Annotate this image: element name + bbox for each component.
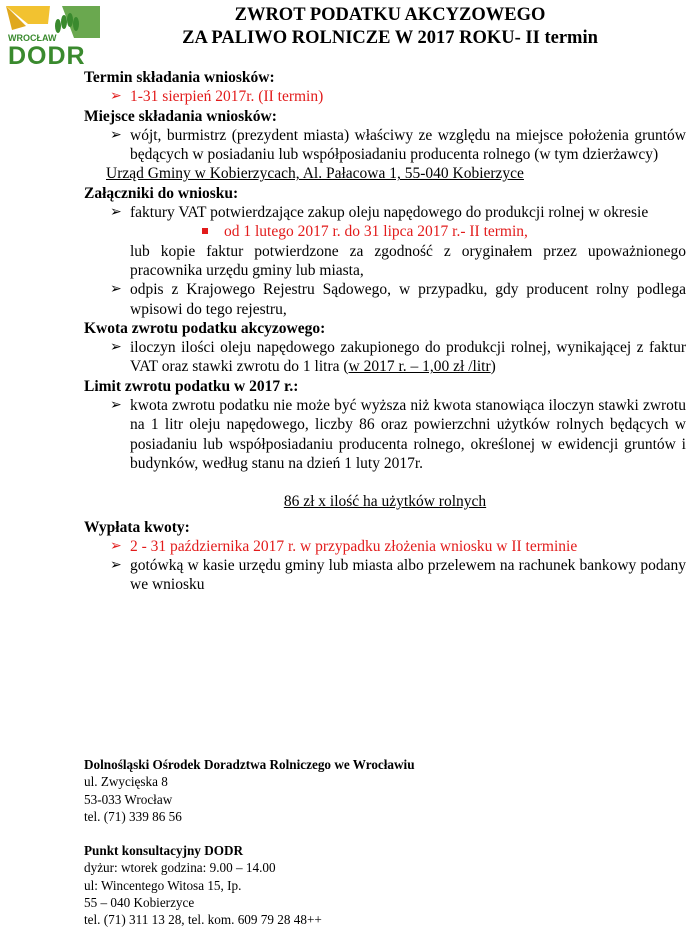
consultation-point-name: Punkt konsultacyjny DODR xyxy=(84,843,244,859)
faktury-continuation: lub kopie faktur potwierdzone za zgodność z oryginałem przez upoważnionego pracownika urzędu gminy lub miasta, xyxy=(130,242,686,279)
svg-text:DODR: DODR xyxy=(8,42,86,68)
heading-wyplata: Wypłata kwoty: xyxy=(84,518,190,536)
sub-item-okres: od 1 lutego 2017 r. do 31 lipca 2017 r.- II termin, xyxy=(84,222,686,241)
title-line-1: ZWROT PODATKU AKCYZOWEGO xyxy=(234,5,546,25)
document-body xyxy=(84,68,686,595)
org-street: ul. Zwycięska 8 xyxy=(84,774,168,790)
heading-zalaczniki: Załączniki do wniosku: xyxy=(84,184,239,202)
heading-miejsce: Miejsce składania wniosków: xyxy=(84,107,277,125)
arrow-bullet-icon: ➢ xyxy=(110,89,122,105)
consultation-city: 55 – 040 Kobierzyce xyxy=(84,895,195,911)
list-item-faktury: ➢ faktury VAT potwierdzające zakup oleju napędowego do produkcji rolnej w okresie xyxy=(110,204,649,222)
heading-limit: Limit zwrotu podatku w 2017 r.: xyxy=(84,377,299,395)
svg-text:WROCŁAW: WROCŁAW xyxy=(8,33,57,43)
contact-footer xyxy=(84,756,644,929)
arrow-bullet-icon: ➢ xyxy=(110,127,122,143)
arrow-bullet-icon: ➢ xyxy=(110,558,122,574)
heading-kwota: Kwota zwrotu podatku akcyzowego: xyxy=(84,319,326,337)
arrow-bullet-icon: ➢ xyxy=(110,205,122,221)
consultation-hours: dyżur: wtorek godzina: 9.00 – 14.00 xyxy=(84,860,276,876)
dodr-logo-graphic xyxy=(4,4,102,68)
arrow-bullet-icon: ➢ xyxy=(110,340,122,356)
list-item-kwota: ➢ iloczyn ilości oleju napędowego zakupionego do produkcji rolnej, wynikającej z faktur VAT oraz stawki zwrotu do 1 litra (w 2017 r. – 1,00 zł /litr) xyxy=(110,339,686,376)
org-phone: tel. (71) 339 86 56 xyxy=(84,808,182,824)
arrow-bullet-icon: ➢ xyxy=(110,538,122,554)
dodr-logo xyxy=(4,4,102,68)
document-title xyxy=(110,4,670,50)
stawka-zwrotu: w 2017 r. – 1,00 zł /litr xyxy=(348,358,491,376)
arrow-bullet-icon: ➢ xyxy=(110,398,122,414)
office-address: Urząd Gminy w Kobierzycach, Al. Pałacowa 1, 55-040 Kobierzyce xyxy=(106,165,524,183)
consultation-street: ul: Wincentego Witosa 15, Ip. xyxy=(84,877,242,893)
list-item-termin: ➢ 1-31 sierpień 2017r. (II termin) xyxy=(110,88,324,106)
list-item-wyplata-termin: ➢ 2 - 31 października 2017 r. w przypadku złożenia wniosku w II terminie xyxy=(110,537,578,555)
list-item-limit: ➢ kwota zwrotu podatku nie może być wyższa niż kwota stanowiąca iloczyn stawki zwrotu na 1 litr oleju napędowego, liczby 86 oraz powierzchni użytków rolnych będących w posiadaniu lub współposiadaniu producenta rolnego, określonej w ewidencji gruntów i budynków, według stanu na dzień 1 luty 2017r. xyxy=(110,397,686,472)
list-item-miejsce: ➢ wójt, burmistrz (prezydent miasta) właściwy ze względu na miejsce położenia gruntów będących w posiadaniu lub współposiadaniu producenta rolnego (w tym dzierżawcy) xyxy=(110,126,686,164)
heading-termin: Termin składania wniosków: xyxy=(84,69,275,86)
consultation-phone: tel. (71) 311 13 28, tel. kom. 609 79 28 48++ xyxy=(84,912,322,928)
limit-formula: 86 zł x ilość ha użytków rolnych xyxy=(283,493,487,511)
list-item-krs: ➢ odpis z Krajowego Rejestru Sądowego, w przypadku, gdy producent rolny podlega wpisowi do tego rejestru, xyxy=(110,281,686,318)
title-line-2: ZA PALIWO ROLNICZE W 2017 ROKU- II termin xyxy=(182,28,598,48)
org-name: Dolnośląski Ośrodek Doradztwa Rolniczego we Wrocławiu xyxy=(84,757,415,772)
org-city: 53-033 Wrocław xyxy=(84,791,173,807)
list-item-wyplata-forma: ➢ gotówką w kasie urzędu gminy lub miasta albo przelewem na rachunek bankowy podany we wniosku xyxy=(110,557,686,594)
arrow-bullet-icon: ➢ xyxy=(110,282,122,298)
square-bullet-icon xyxy=(202,228,208,234)
